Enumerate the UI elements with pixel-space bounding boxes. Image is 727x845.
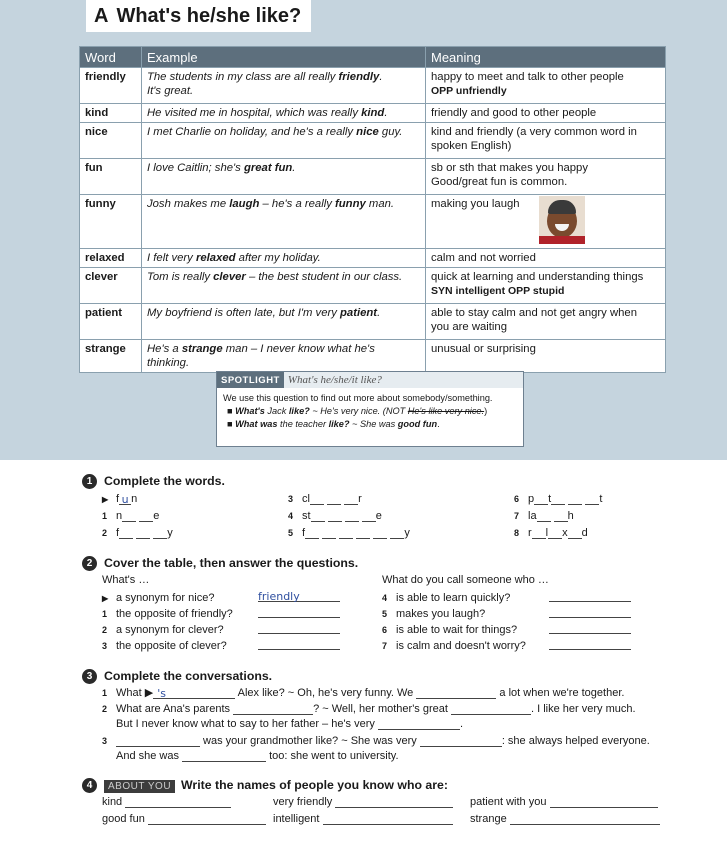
answer-blank[interactable] xyxy=(311,510,325,522)
answer-blank[interactable] xyxy=(362,510,376,522)
list-item: 1 n e xyxy=(102,510,160,522)
table-row xyxy=(80,340,666,373)
list-item: patient with you xyxy=(470,796,658,808)
conversation-line: And she was too: she went to university. xyxy=(116,750,399,762)
answer-blank[interactable] xyxy=(258,622,340,634)
laughing-man-photo xyxy=(539,196,585,244)
example-cell: Josh makes me laugh – he's a really funny man. xyxy=(142,195,426,249)
example-cell: I love Caitlin; she's great fun. xyxy=(142,159,426,195)
word-cell: funny xyxy=(80,195,142,249)
meaning-cell: unusual or surprising xyxy=(426,340,666,373)
list-item: strange xyxy=(470,813,660,825)
word-cell: patient xyxy=(80,304,142,340)
word-cell: kind xyxy=(80,104,142,123)
answer-blank[interactable] xyxy=(554,510,568,522)
answer-blank[interactable] xyxy=(116,735,200,747)
answer-blank[interactable] xyxy=(585,493,599,505)
answer-blank[interactable] xyxy=(335,796,453,808)
header-word: Word xyxy=(80,47,142,68)
list-item: very friendly xyxy=(273,796,453,808)
list-item: 7 is calm and doesn't worry? xyxy=(382,640,526,652)
exercise-1-title: 1 Complete the words. xyxy=(82,474,225,489)
list-item: 5 makes you laugh? xyxy=(382,608,486,620)
spotlight-question: What's he/she/it like? xyxy=(284,372,523,388)
spotlight-label: SPOTLIGHT xyxy=(221,374,280,386)
word-cell: clever xyxy=(80,268,142,304)
word-cell: nice xyxy=(80,123,142,159)
section-title-text: What's he/she like? xyxy=(116,4,302,27)
meaning-cell: kind and friendly (a very common word in spoken English) xyxy=(426,123,666,159)
header-example: Example xyxy=(142,47,426,68)
list-item: 7 la h xyxy=(514,510,574,522)
answer-blank[interactable] xyxy=(258,606,340,618)
word-cell: friendly xyxy=(80,68,142,104)
exercise-3-title: 3 Complete the conversations. xyxy=(82,669,272,684)
answer-blank[interactable] xyxy=(136,527,150,539)
answer-blank[interactable] xyxy=(125,796,231,808)
table-row xyxy=(80,304,666,340)
answer-blank[interactable] xyxy=(258,638,340,650)
answer-blank[interactable] xyxy=(549,638,631,650)
list-item: ▶ a synonym for nice? xyxy=(102,592,215,604)
list-item: good fun xyxy=(102,813,266,825)
answer-blank[interactable] xyxy=(550,796,658,808)
list-item: 6 p t t xyxy=(514,493,603,505)
word-cell: relaxed xyxy=(80,249,142,268)
table-row xyxy=(80,249,666,268)
list-item: 4 st e xyxy=(288,510,382,522)
answer-blank[interactable] xyxy=(323,813,453,825)
list-item: intelligent xyxy=(273,813,453,825)
answer-blank[interactable] xyxy=(568,493,582,505)
meaning-cell: quick at learning and understanding things SYN intelligent OPP stupid xyxy=(426,268,666,304)
answer-blank[interactable] xyxy=(420,735,502,747)
answer-blank[interactable] xyxy=(451,703,531,715)
list-item: 3 the opposite of clever? xyxy=(102,640,227,652)
meaning-cell: friendly and good to other people xyxy=(426,104,666,123)
list-item: 3 cl r xyxy=(288,493,362,505)
list-item: 2 f y xyxy=(102,527,173,539)
section-letter: A xyxy=(94,4,109,27)
answer-blank[interactable] xyxy=(153,527,167,539)
example-cell: My boyfriend is often late, but I'm very patient. xyxy=(142,304,426,340)
answer-blank[interactable] xyxy=(310,493,324,505)
example-cell: Tom is really clever – the best student in our class. xyxy=(142,268,426,304)
answer-blank[interactable] xyxy=(534,493,548,505)
table-row xyxy=(80,68,666,104)
answer-blank[interactable] xyxy=(532,527,546,539)
list-item: ▶ f u n xyxy=(102,493,138,506)
answer-blank[interactable] xyxy=(549,590,631,602)
meaning-cell: happy to meet and talk to other people OPP unfriendly xyxy=(426,68,666,104)
exercise-number: 1 xyxy=(82,474,97,489)
answer-blank[interactable] xyxy=(378,718,460,730)
about-you-badge: ABOUT YOU xyxy=(104,780,175,793)
list-item: 8 r l x d xyxy=(514,527,588,539)
answer-blank[interactable] xyxy=(148,813,266,825)
answer-blank[interactable] xyxy=(327,493,341,505)
answer-blank[interactable] xyxy=(345,510,359,522)
word-cell: fun xyxy=(80,159,142,195)
meaning-cell: able to stay calm and not get angry when you are waiting xyxy=(426,304,666,340)
example-cell: I felt very relaxed after my holiday. xyxy=(142,249,426,268)
list-item: 6 is able to wait for things? xyxy=(382,624,518,636)
conversation-line: 1 What ▶ 's Alex like? ~ Oh, he's very funny. We a lot when we're together. xyxy=(102,687,625,700)
answer-blank[interactable]: 's xyxy=(153,687,235,699)
list-item: 2 a synonym for clever? xyxy=(102,624,224,636)
table-header-row xyxy=(80,47,666,68)
answer-blank[interactable] xyxy=(537,510,551,522)
answer-blank[interactable] xyxy=(339,527,353,539)
spotlight-bullet: ■ What's Jack like? ~ He's very nice. (NOT He's like very nice.) xyxy=(227,406,488,416)
answer-blank[interactable] xyxy=(356,527,370,539)
answer-blank[interactable] xyxy=(549,606,631,618)
answer-blank[interactable] xyxy=(548,527,562,539)
list-item: 4 is able to learn quickly? xyxy=(382,592,511,604)
meaning-cell: making you laugh xyxy=(426,195,666,249)
answer-blank[interactable] xyxy=(122,510,136,522)
conversation-line: 3 was your grandmother like? ~ She was very : she always helped everyone. xyxy=(102,735,650,747)
answer-blank[interactable] xyxy=(328,510,342,522)
exercise-number: 3 xyxy=(82,669,97,684)
exercise-number: 2 xyxy=(82,556,97,571)
answer-blank[interactable] xyxy=(416,687,496,699)
example-cell: He's a strange man – I never know what he's thinking. xyxy=(142,340,426,373)
spotlight-intro: We use this question to find out more about somebody/something. xyxy=(223,393,493,403)
answer-blank[interactable] xyxy=(119,527,133,539)
table-row xyxy=(80,123,666,159)
table-row xyxy=(80,159,666,195)
conversation-line: 2 What are Ana's parents ? ~ Well, her mother's great . I like her very much. xyxy=(102,703,636,715)
table-row xyxy=(80,104,666,123)
answer-blank[interactable] xyxy=(305,527,319,539)
answer-blank[interactable] xyxy=(551,493,565,505)
answer-blank[interactable] xyxy=(344,493,358,505)
answer-blank[interactable] xyxy=(139,510,153,522)
answer-blank[interactable] xyxy=(322,527,336,539)
exercise-4-title: 4 ABOUT YOU Write the names of people you know who are: xyxy=(82,778,448,793)
word-cell: strange xyxy=(80,340,142,373)
exercise-2-title: 2 Cover the table, then answer the questions. xyxy=(82,556,358,571)
section-title xyxy=(86,0,311,32)
header-meaning: Meaning xyxy=(426,47,666,68)
answer-blank[interactable] xyxy=(182,750,266,762)
conversation-line: But I never know what to say to her father – he's very . xyxy=(116,718,464,730)
answer-blank[interactable] xyxy=(373,527,387,539)
right-column-heading: What do you call someone who … xyxy=(382,574,549,586)
left-column-heading: What's … xyxy=(102,574,150,586)
answer-blank[interactable] xyxy=(390,527,404,539)
meaning-cell: calm and not worried xyxy=(426,249,666,268)
exercise-number: 4 xyxy=(82,778,97,793)
meaning-cell: sb or sth that makes you happy Good/great fun is common. xyxy=(426,159,666,195)
list-item: 5 f y xyxy=(288,527,410,539)
answer-blank[interactable] xyxy=(568,527,582,539)
list-item: 1 the opposite of friendly? xyxy=(102,608,233,620)
answer-blank[interactable] xyxy=(510,813,660,825)
spotlight-bullet: ■ What was the teacher like? ~ She was good fun. xyxy=(227,419,440,429)
answer-blank[interactable]: friendly xyxy=(258,590,340,602)
spotlight-box xyxy=(216,371,524,447)
example-cell: He visited me in hospital, which was really kind. xyxy=(142,104,426,123)
answer-blank[interactable] xyxy=(233,703,313,715)
example-cell: The students in my class are all really friendly. It's great. xyxy=(142,68,426,104)
table-row xyxy=(80,268,666,304)
list-item: kind xyxy=(102,796,231,808)
example-cell: I met Charlie on holiday, and he's a really nice guy. xyxy=(142,123,426,159)
answer-blank[interactable] xyxy=(549,622,631,634)
